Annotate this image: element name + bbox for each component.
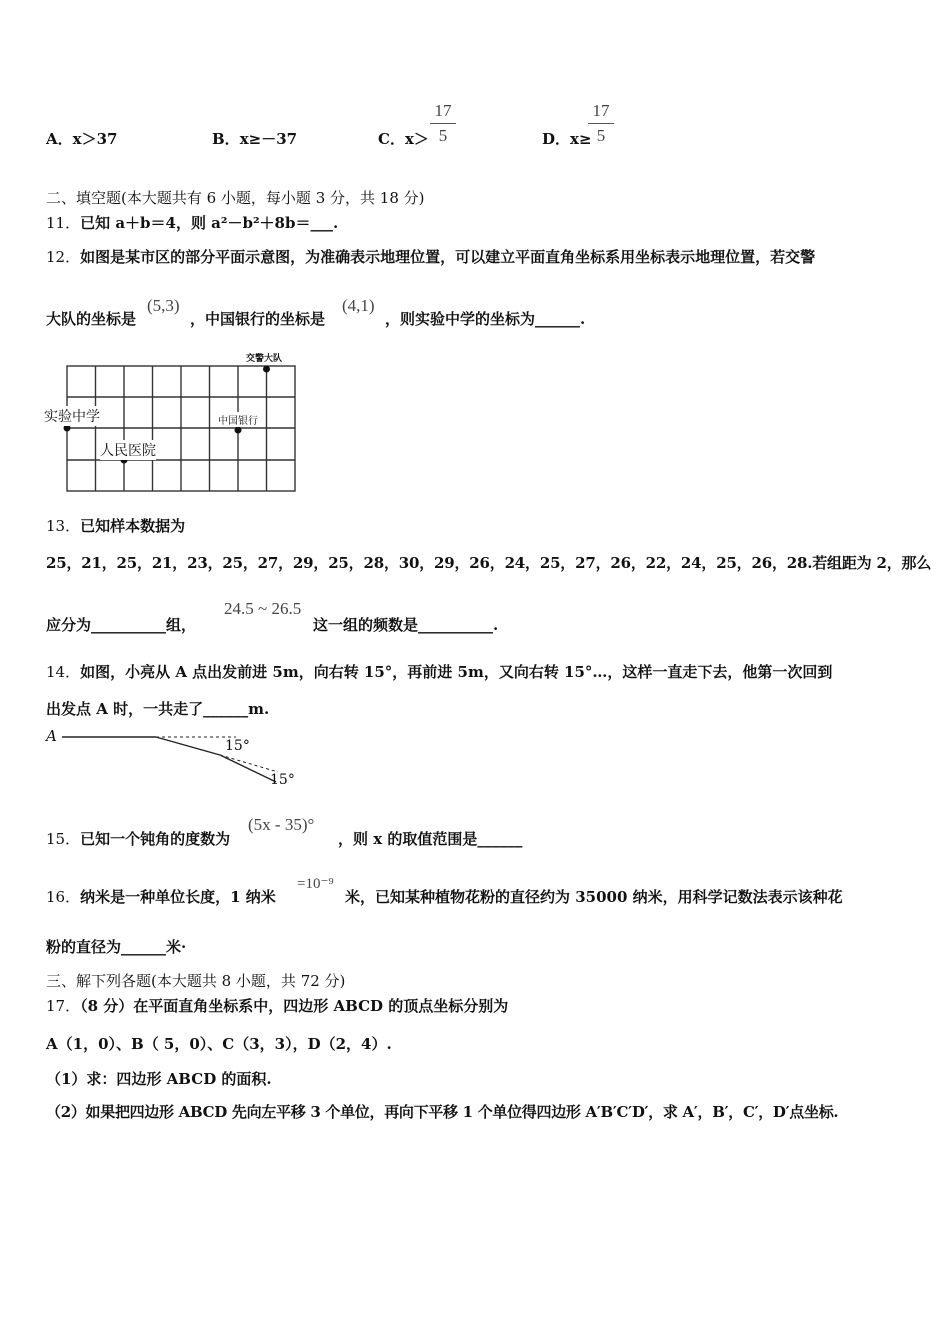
option-b: B．x≥－37	[212, 130, 298, 148]
option-c: C．x＞	[378, 130, 429, 148]
label-school: 实验中学	[44, 406, 100, 426]
police-point	[263, 366, 270, 373]
bank-point	[235, 427, 242, 434]
q17-part2: （2）如果把四边形 ABCD 先向左平移 3 个单位，再向下平移 1 个单位得四边形 A′B′C′D′，求 A′，B′，C′，D′点坐标.	[46, 1103, 839, 1121]
q13-line3b: 这一组的频数是__________.	[313, 616, 499, 634]
q15-line-a: 15．已知一个钝角的度数为	[46, 830, 231, 848]
q12-line2c: ，则实验中学的坐标为______.	[385, 310, 586, 328]
q15-expr: (5x - 35)°	[248, 815, 315, 834]
q14-line2: 出发点 A 时，一共走了______m.	[46, 700, 270, 718]
label-hospital: 人民医院	[100, 440, 156, 460]
q13-data: 25，21，25，21，23，25，27，29，25，28，30，29，26，24，25，27，26，22，24，25，26，28.若组距为 2，那么	[46, 554, 932, 572]
q14-line1: 14．如图，小亮从 A 点出发前进 5m，向右转 15°，再前进 5m，又向右转 15°…，这样一直走下去，他第一次回到	[46, 663, 833, 681]
angle-label-2: 15°	[270, 772, 295, 788]
section3-title: 三、解下列各题(本大题共 8 小题，共 72 分)	[46, 972, 346, 990]
fig-point-a: A	[46, 727, 57, 745]
q17-part1: （1）求：四边形 ABCD 的面积.	[46, 1070, 272, 1088]
option-c-fraction: 17 5	[430, 101, 456, 146]
q16-line1b: 米，已知某种植物花粉的直径约为 35000 纳米，用科学记数法表示该种花	[345, 888, 843, 906]
option-d-fraction: 17 5	[588, 101, 614, 146]
q13-line3a: 应分为__________组，	[46, 616, 197, 634]
q13-range: 24.5 ~ 26.5	[224, 599, 302, 618]
option-d: D．x≥	[542, 130, 592, 148]
section2-title: 二、填空题(本大题共有 6 小题，每小题 3 分，共 18 分)	[46, 189, 425, 207]
label-bank: 中国银行	[218, 412, 258, 427]
coord-bank: (4,1)	[342, 296, 375, 315]
q12-line1: 12．如图是某市区的部分平面示意图，为准确表示地理位置，可以建立平面直角坐标系用坐标表示地理位置，若交警	[46, 248, 816, 266]
q16-line1a: 16．纳米是一种单位长度，1 纳米	[46, 888, 276, 906]
option-a: A．x＞37	[46, 130, 118, 148]
q16-power: =10⁻⁹	[297, 876, 334, 892]
q17-line2: A（1，0）、B（ 5，0）、C（3，3），D（2，4）.	[46, 1035, 392, 1053]
q12-line2b: ，中国银行的坐标是	[190, 310, 326, 328]
q15-line-b: ，则 x 的取值范围是______	[338, 830, 523, 848]
q12-line2: 大队的坐标是	[46, 310, 137, 328]
q16-line2: 粉的直径为______米·	[46, 938, 187, 956]
angle-label-1: 15°	[225, 738, 250, 754]
q11: 11．已知 a＋b＝4，则 a²－b²＋8b＝___.	[46, 214, 339, 232]
q17-line1: 17．（8 分）在平面直角坐标系中，四边形 ABCD 的顶点坐标分别为	[46, 997, 509, 1015]
q13-line1: 13．已知样本数据为	[46, 517, 186, 535]
coord-police: (5,3)	[147, 296, 180, 315]
label-police: 交警大队	[246, 354, 283, 364]
